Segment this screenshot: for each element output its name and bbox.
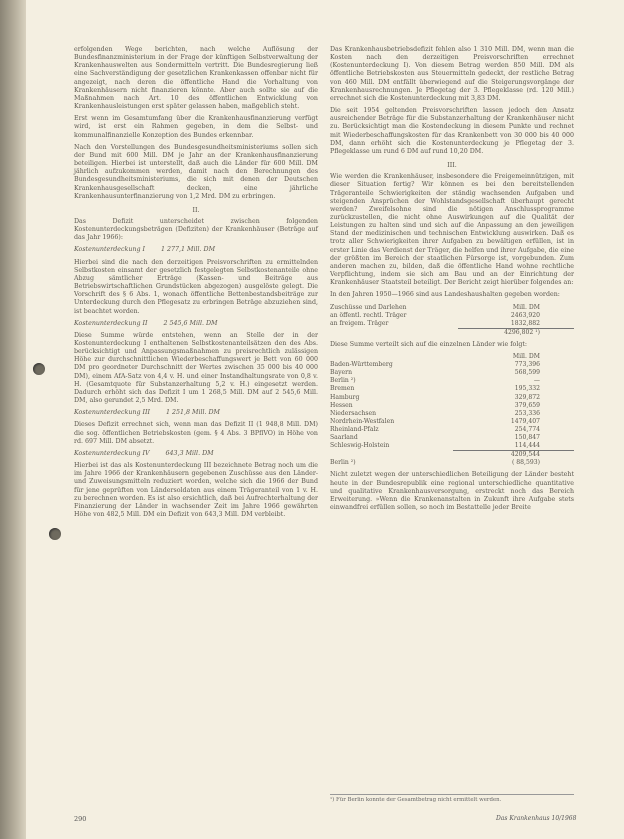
table-cell: 1479,407 — [510, 417, 540, 425]
table-row — [330, 394, 574, 402]
table-cell: Bremen — [330, 385, 355, 393]
section-heading: III. — [447, 162, 457, 170]
paragraph: In den Jahren 1950—1966 sind aus Landeshaushalten gegeben worden: — [330, 291, 560, 299]
page-number: 290 — [74, 815, 87, 823]
table-row — [330, 410, 574, 418]
table-row — [330, 312, 574, 320]
table-cell: 379,659 — [514, 401, 540, 409]
paragraph: Erst wenn im Gesamtumfang über die Krankenhausfinanzierung verfügt wird, ist erst ein Rahmen gegeben, in dem die Selbst- und kommunalfinanzielle Konzeption des Bundes erkennbar. — [74, 115, 318, 139]
table-cell: Nordrhein-Westfalen — [330, 417, 395, 425]
paragraph: Die seit 1954 geltenden Preisvorschriften lassen jedoch den Ansatz ausreichender Beträge für die Substanzerhaltung der Krankenhäuser nicht zu. Berücksichtigt man die Kostendeckung in diesem Punkte und rechnet mit Wiederbeschaffungskosten für das Krankenbett von 30 000 bis 40 000 DM, dann erhöht sich die Kostenunterdeckung je Pflegetag der 3. Pflegeklasse um rund 6 DM auf rund 10,20 DM. — [330, 107, 574, 155]
footnote: ¹) Für Berlin konnte der Gesamtbetrag nicht ermittelt werden. — [330, 794, 574, 803]
left-column — [74, 46, 318, 523]
table-row — [330, 418, 574, 426]
punch-hole — [49, 528, 61, 540]
binding-edge — [0, 0, 26, 839]
table-cell: 114,444 — [514, 442, 540, 450]
table-row — [330, 459, 574, 467]
table-cell: 253,336 — [514, 409, 540, 417]
table-cell: Niedersachsen — [330, 409, 377, 417]
paragraph: Dieses Defizit errechnet sich, wenn man das Defizit II (1 948,8 Mill. DM) die sog. öffentlichen Betriebskosten (gem. § 4 Abs. 3 BPflVO) in Höhe von rd. 697 Mill. DM absetzt. — [74, 421, 318, 445]
table-cell: — — [533, 377, 540, 385]
table-cell: an freigem. Träger — [330, 319, 389, 327]
subsidy-table — [330, 304, 574, 337]
paragraph: Das Defizit unterscheidet zwischen folgenden Kostenunterdeckungsbeträgen (Defiziten) der Krankenhäuser (Beträge auf das Jahr 1966): — [74, 217, 318, 242]
deficit-line — [74, 409, 318, 417]
table-cell: Rheinland-Pfalz — [330, 425, 379, 433]
table-cell: 773,396 — [514, 361, 540, 369]
table-sum-row — [330, 328, 574, 337]
table-row — [330, 402, 574, 410]
table-header: Mill. DM — [512, 353, 540, 361]
deficit-value: 1 277,1 Mill. DM — [161, 246, 216, 254]
paragraph: Nicht zuletzt wegen der unterschiedlichen Beteiligung der Länder besteht heute in der Bundesrepublik eine regional unterschiedliche quantitative und qualitative Krankenhausversorgung, erstreckt noch das Bereich Erweiterung. »Wenn die Krankenanstalten in Zukunft ihre Aufgabe stets einwandfrei erfüllen sollen, so noch im Bestattelle jeder Breite — [330, 471, 574, 511]
journal-title: Das Krankenhaus 10/1968 — [496, 815, 577, 822]
table-row — [330, 426, 574, 434]
table-header: Zuschüsse und Darlehen — [330, 303, 407, 311]
right-column — [330, 46, 574, 516]
table-cell: 195,332 — [514, 385, 540, 393]
table-cell: 568,599 — [514, 369, 540, 377]
table-sum-row — [330, 451, 574, 460]
table-header-row — [330, 353, 574, 361]
table-cell: 2463,920 — [510, 311, 540, 319]
table-cell: Saarland — [330, 434, 358, 441]
deficit-value: 643,3 Mill. DM — [165, 449, 214, 457]
table-cell: 329,872 — [514, 393, 540, 401]
table-sum: 4296,802 ¹) — [458, 328, 574, 337]
deficit-label: Kostenunterdeckung II — [74, 319, 148, 327]
paragraph: Diese Summe würde entstehen, wenn an Stelle der in der Kostenunterdeckung I enthaltenen Selbstkostenanteilsätzen den des Abs. berücksichtigt und Anpassungsmaßnahmen zu preisrechtlich zulässigen Höhe zur durchschnittlichen Wiederbeschaffungswert je Bett von 60 000 DM pro geordneter Durchschnitt der Wertes zwischen 35 000 bis 40 000 DM), einem AfA-Satz von 4,4 v. H. und einer Instandhaltungsrate von 0,8 v. H. (Gesamtquote für Substanzerhaltung 5,2 v. H.) eingesetzt werden. Dadurch erhöht sich das Defizit I um 1 268,5 Mill. DM auf 2 545,6 Mill. DM, also gerundet 2,5 Mrd. DM. — [74, 331, 318, 405]
table-row — [330, 361, 574, 369]
table-cell: Schleswig-Holstein — [330, 442, 390, 450]
table-cell: an öffentl. rechtl. Träger — [330, 311, 407, 319]
deficit-label: Kostenunterdeckung I — [74, 246, 145, 254]
table-cell: Berlin ²) — [330, 459, 356, 467]
table-header-row — [330, 304, 574, 312]
table-header: Mill. DM — [512, 303, 540, 311]
table-cell: ( 88,593) — [511, 459, 540, 467]
table-row — [330, 320, 574, 329]
paragraph: Nach den Vorstellungen des Bundesgesundheitsministeriums sollen sich der Bund mit 600 Mill. DM je Jahr an der Krankenhausfinanzierung beteiligen. Hierbei ist unterstellt, daß auch die Länder für 600 Mill. DM jährlich aufzukommen werden, damit nach den Berechnungen des Bundesgesundheitsministeriums, die sich mit denen der Deutschen Krankenhausgesellschaft decken, eine jährliche Krankenhausunterfinanzierung von 1,2 Mrd. DM zu erbringen. — [74, 143, 318, 200]
table-cell: Bayern — [330, 369, 352, 377]
paragraph: erfolgenden Wege berichten, nach welche Auflösung der Bundesfinanzministerium in der Frage der künftigen Selbstverwaltung der Krankenhauswelten aus Sondermitteln vertritt. Die Bundesregierung ließ eine Sachverständigung der gesetzlichen Krankenkassen offenbar nicht für angezeigt, nach deren die öffentliche Hand die Vorhaltung von Krankenhäusern nicht finanzieren könnte. Aber auch sollte sie auf die Maßnahmen nach Art. 10 des öffentlichen Entwicklung von Krankenhausleistungen erst später gelassen haben, maßgeblich steht. — [74, 46, 318, 111]
paragraph: Wie werden die Krankenhäuser, insbesondere die Freigemeinnützigen, mit dieser Situation fertig? Wir können es bei den bereitstellenden Trägeranteile Schwierigkeiten der ständig wachsenden Aufgaben und steigenden Ansprüchen der Wohlstandsgesellschaft überhaupt gerecht werden? Zweifelsohne sind die nötigen Anschlussprogramme zurückzustellen, die nicht ohne Auswirkungen auf die Qualität der Leistungen zu halten sind und sich auf die Anpassung an den jeweiligen Stand der medizinischen und technischen Entwicklung auswirken. Daß es trotz aller Schwierigkeiten ihrer Aufgaben zu bewältigen erfüllen, ist in erster Linie das Verdienst der Träger, die helfen und ihrer Aufgabe, die eine der größten im Bereich der staatlichen Fürsorge ist, vorgebunden. Zum anderen machen zu, bilden, daß die öffentliche Hand wohne rechtliche Verpflichtung, indem sie sich am Bau und an der Einrichtung der Krankenhäuser Staatsteil beteiligt. Der Bericht zeigt hierüber folgendes an: — [330, 173, 574, 287]
punch-hole — [33, 363, 45, 375]
table-cell: Hamburg — [330, 393, 360, 401]
table-cell: 254,774 — [514, 425, 540, 433]
deficit-value: 1 251,8 Mill. DM — [165, 409, 220, 417]
table-row — [330, 377, 574, 385]
table-row — [330, 369, 574, 377]
section-heading: II. — [192, 206, 200, 214]
deficit-line — [74, 450, 318, 458]
table-row — [330, 385, 574, 393]
deficit-value: 2 545,6 Mill. DM — [163, 319, 218, 327]
table-row — [330, 442, 574, 451]
table-cell: Berlin ²) — [330, 377, 356, 385]
deficit-line — [74, 320, 318, 328]
table-cell: 1832,882 — [510, 319, 540, 327]
paragraph: Hierbei ist das als Kostenunterdeckung III bezeichnete Betrag noch um die im Jahre 1966 der Krankenhäusern gegebenen Zuschüsse aus den Länder- und Zuweisungsmitteln reduziert worden, welche sich die 1966 der Bund für jene geprüften von Ländersoldaten aus einem Trägeranteil von 1 v. H. zu berechnen worden. Es ist also ersichtlich, daß bei Aufrechterhaltung der Finanzierung der Länder in wachsender Zeit im Jahre 1966 gewährten Höhe von 482,5 Mill. DM ein Defizit von 643,3 Mill. DM verbleibt. — [74, 462, 318, 518]
table-cell: Baden-Württemberg — [330, 361, 393, 369]
table-sum: 4209,544 — [453, 451, 574, 460]
deficit-line — [74, 246, 318, 254]
table-cell: 150,847 — [514, 434, 540, 441]
table-row — [330, 434, 574, 442]
deficit-label: Kostenunterdeckung IV — [74, 449, 150, 457]
paragraph: Das Krankenhausbetriebsdefizit fehlen also 1 310 Mill. DM, wenn man die Kosten nach den derzeitigen Preisvorschriften errechnet (Kostenunterdeckung I). Von diesem Betrag werden 850 Mill. DM als öffentliche Betriebskosten aus Steuermitteln gedeckt, der restliche Betrag von 460 Mill. DM entfällt überwiegend auf die Steigerungsvorgänge der Krankenhausrechnungen. Je Pflegetag der 3. Pflegeklasse (rd. 120 Mill.) errechnet sich die Kostenunterdeckung mit 3,83 DM. — [330, 46, 574, 102]
table-cell: Hessen — [330, 401, 353, 409]
paragraph: Hierbei sind die nach den derzeitigen Preisvorschriften zu ermittelnden Selbstkosten einsamt der gesetzlich festgelegten Selbstkostenanteile ohne Abzug sämtlicher Erträge (Kassen- und Beiträge aus Betriebswirtschaftlichen Grundstücken abgezogen) ausgelöste gelegt. Die Vorschrift des § 6 Abs. 1, wonach öffentliche Bettenbestandsbeiträge zur Unterdeckung durch den Pflegesatz zu erbringen Beträge abzuziehen sind, ist beachtet worden. — [74, 258, 318, 315]
states-table — [330, 353, 574, 467]
deficit-label: Kostenunterdeckung III — [74, 409, 150, 417]
paragraph: Diese Summe verteilt sich auf die einzelnen Länder wie folgt: — [330, 340, 528, 348]
